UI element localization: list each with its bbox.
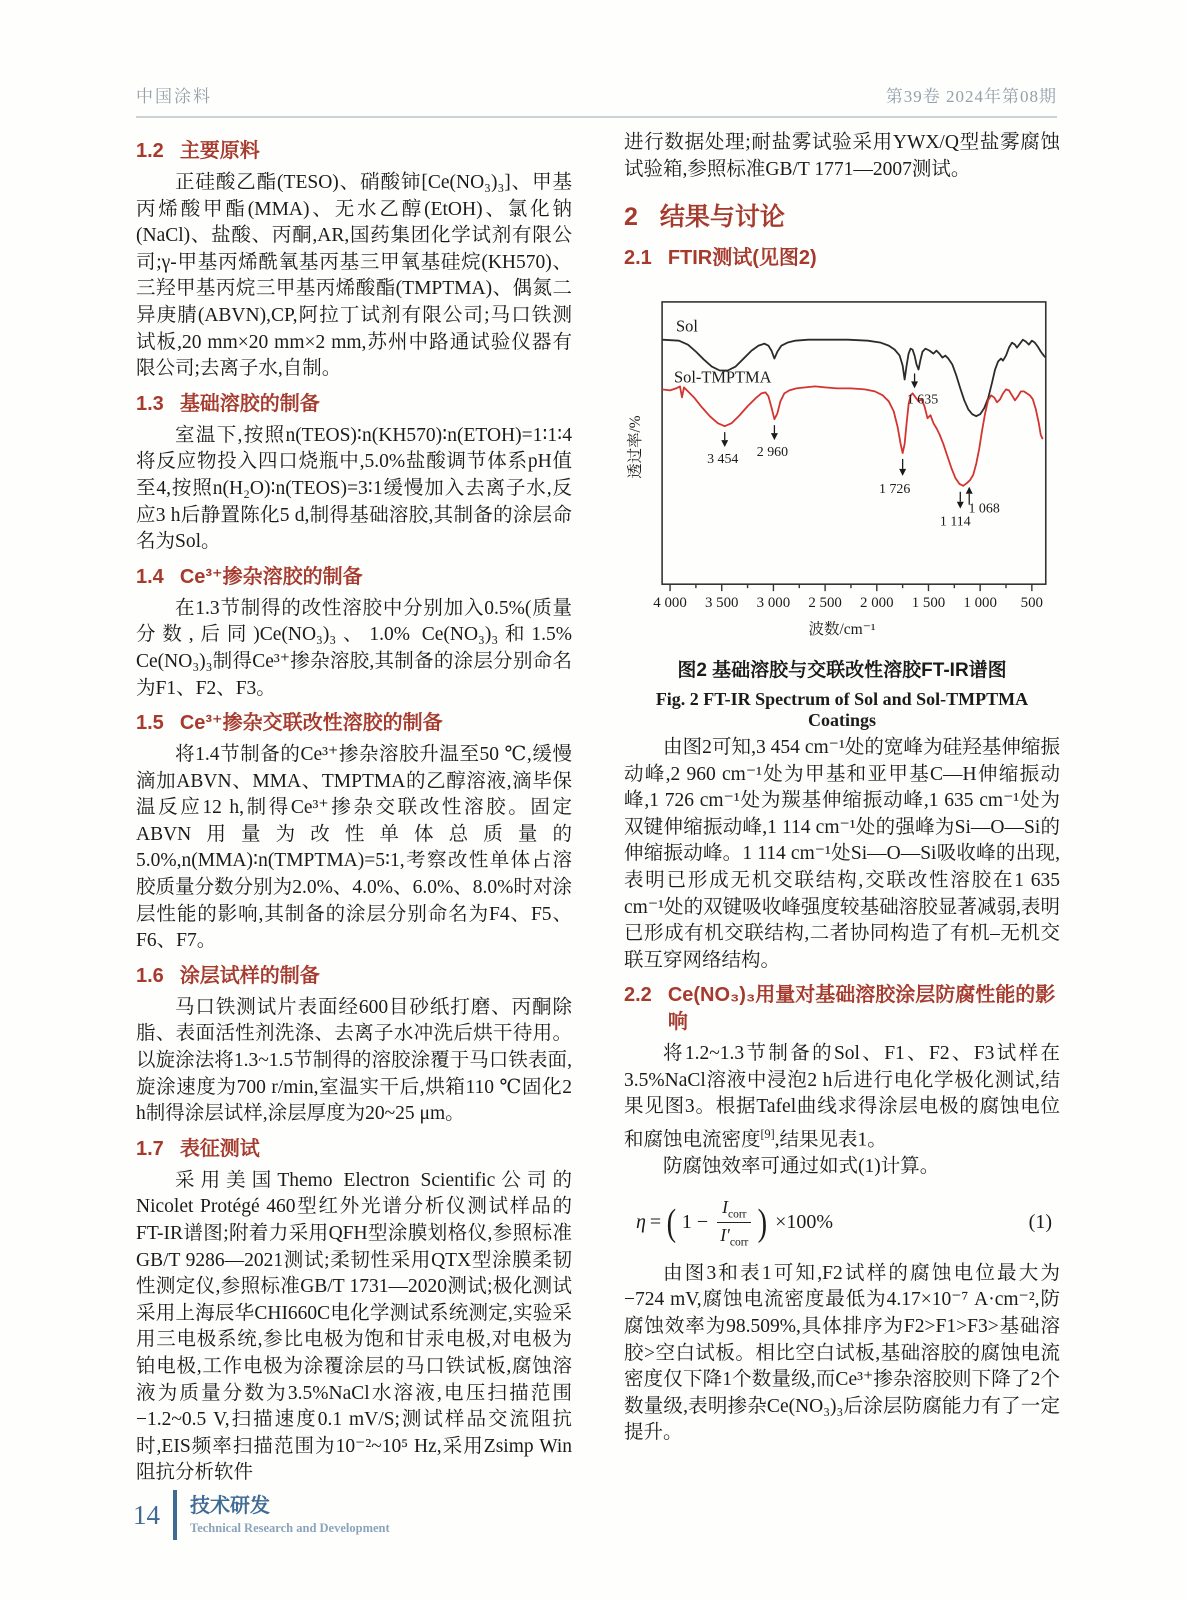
section-number: 1.3 xyxy=(136,392,164,415)
section-heading-1-7 xyxy=(136,1136,572,1163)
x-tick-label: 3 500 xyxy=(704,594,739,611)
section-title: Ce(NO₃)₃用量对基础溶胶涂层防腐性能的影响 xyxy=(667,984,1056,1034)
x-tick-label: 1 000 xyxy=(963,594,997,611)
section-number: 1.6 xyxy=(136,964,164,987)
section-heading-2 xyxy=(624,201,1060,235)
formula-eta: η xyxy=(636,1211,646,1234)
journal-name: 中国涂料 xyxy=(136,87,212,106)
series-label-sol: Sol xyxy=(676,316,698,336)
section-title: 主要原料 xyxy=(179,140,260,162)
sol-tmptma-curve xyxy=(662,386,1043,485)
formula-times: ×100% xyxy=(775,1211,834,1234)
x-axis-label: 波数/cm⁻¹ xyxy=(808,620,876,638)
section-heading-2-2 xyxy=(624,982,1060,1036)
section-number: 1.4 xyxy=(136,565,164,588)
section-heading-1-4 xyxy=(136,564,572,591)
citation-ref: [9] xyxy=(760,1127,775,1142)
formula-equals: = xyxy=(649,1211,662,1234)
paragraph: 由图3和表1可知,F2试样的腐蚀电位最大为−724 mV,腐蚀电流密度最低为4.17×10⁻⁷ A·cm⁻²,防腐蚀效率为98.509%,具体排序为F2>F1>F3>基础溶胶>空白试板。相比空白试板,基础溶胶的腐蚀电流密度仅下降1个数量级,而Ce³⁺掺杂溶胶则下降了2个数量级,表明掺杂Ce(NO₃)₃后涂层防腐能力有了一定提升。 xyxy=(624,1262,1060,1444)
formula-close-paren: ) xyxy=(758,1201,768,1244)
section-title: 结果与讨论 xyxy=(659,203,785,232)
x-axis-ticks xyxy=(670,584,1032,591)
left-column xyxy=(136,130,572,1487)
section-heading-1-5 xyxy=(136,710,572,737)
right-column xyxy=(624,130,1060,1487)
section-number: 2 xyxy=(624,203,638,232)
paragraph: 采用美国Themo Electron Scientific公司的Nicolet Protégé 460型红外光谱分析仪测试样品的FT-IR谱图;附着力采用QFH型涂膜划格仪,参照标准GB/T 9286—2021测试;柔韧性采用QTX型涂膜柔韧性测定仪,参照标准GB/T 1731—2020测试;极化测试采用上海辰华CHI660C电化学测试系统测定,实验采用三电极系统,参比电极为饱和甘汞电极,对电极为铂电极,工作电极为涂覆涂层的马口铁试板,腐蚀溶液为质量分数为3.5%NaCl水溶液,电压扫描范围−1.2~0.5 V,扫描速度0.1 mV/S;测试样品交流阻抗时,EIS频率扫描范围为10⁻²~10⁵ Hz,采用Zsimp Win阻抗分析软件 xyxy=(136,1169,572,1484)
section-number: 1.5 xyxy=(136,712,164,735)
page-number: 14 xyxy=(133,1499,160,1530)
x-tick-label: 1 500 xyxy=(911,594,946,611)
issue-info: 第39卷 2024年第08期 xyxy=(885,87,1057,106)
section-heading-1-3 xyxy=(136,391,572,418)
x-tick-label: 4 000 xyxy=(653,594,687,611)
annotation-1635: 1 635 xyxy=(906,392,939,408)
footer-divider xyxy=(173,1490,177,1540)
paragraph-continuation: 进行数据处理;耐盐雾试验采用YWX/Q型盐雾腐蚀试验箱,参照标准GB/T 1771—2007测试。 xyxy=(624,132,1060,180)
annotation-3454: 3 454 xyxy=(707,451,739,467)
series-label-sol-tmptma: Sol-TMPTMA xyxy=(674,367,772,387)
section-title: 涂层试样的制备 xyxy=(179,964,320,987)
section-title: Ce³⁺掺杂溶胶的制备 xyxy=(179,565,363,588)
annotation-1726: 1 726 xyxy=(879,481,911,497)
section-heading-1-2 xyxy=(136,138,572,165)
x-tick-label: 500 xyxy=(1020,594,1044,611)
equation-number: (1) xyxy=(1028,1211,1052,1234)
annotation-2960: 2 960 xyxy=(756,444,789,460)
section-title: 表征测试 xyxy=(179,1137,260,1160)
footer-section-cn: 技术研发 xyxy=(190,1494,270,1517)
section-title: Ce³⁺掺杂交联改性溶胶的制备 xyxy=(179,712,443,735)
x-tick-label: 2 500 xyxy=(808,594,842,611)
ftir-chart xyxy=(624,288,1062,616)
paragraph: 将1.4节制备的Ce³⁺掺杂溶胶升温至50 ℃,缓慢滴加ABVN、MMA、TMPTMA的乙醇溶液,滴毕保温反应12 h,制得Ce³⁺掺杂交联改性溶胶。固定ABVN用量为改性单体总质量的5.0%,n(MMA)∶n(TMPTMA)=5∶1,考察改性单体占溶胶质量分数分别为2.0%、4.0%、6.0%、8.0%时对涂层性能的影响,其制备的涂层分别命名为F4、F5、F6、F7。 xyxy=(136,744,572,952)
plot-frame xyxy=(662,302,1046,584)
x-tick-label: 2 000 xyxy=(860,594,894,611)
paragraph: 由图2可知,3 454 cm⁻¹处的宽峰为硅羟基伸缩振动峰,2 960 cm⁻¹处为甲基和亚甲基C—H伸缩振动峰,1 726 cm⁻¹处为羰基伸缩振动峰,1 635 cm⁻¹处为双键伸缩振动峰,1 114 cm⁻¹处的强峰为Si—O—Si的伸缩振动峰。1 114 cm⁻¹处Si—O—Si吸收峰的出现,表明已形成无机交联结构,交联改性溶胶在1 635 cm⁻¹处的双键吸收峰强度较基础溶胶显著减弱,表明已形成有机交联结构,二者协同构造了有机–无机交联互穿网络结构。 xyxy=(624,736,1060,971)
formula-open-paren: ( xyxy=(666,1201,677,1244)
y-axis-label: 透过率/% xyxy=(627,415,645,479)
paragraph: 马口铁测试片表面经600目砂纸打磨、丙酮除脂、表面活性剂洗涤、去离子水冲洗后烘干待用。以旋涂法将1.3~1.5节制得的溶胶涂覆于马口铁表面,旋涂速度为700 r/min,室温实干后,烘箱110 ℃固化2 h制得涂层试样,涂层厚度为20~25 μm。 xyxy=(136,996,572,1125)
fraction-denominator: $I'_{corr}$ xyxy=(720,1225,749,1249)
section-heading-2-1 xyxy=(624,245,1060,272)
annotation-1068: 1 068 xyxy=(968,501,1000,517)
fraction-numerator: $I_{corr}$ xyxy=(717,1197,751,1224)
page-header xyxy=(136,82,1057,118)
figure-2 xyxy=(624,288,1060,731)
formula-one-minus: 1 − xyxy=(681,1211,709,1234)
two-column-body xyxy=(136,130,1060,1487)
equation-1 xyxy=(636,1197,1056,1249)
footer-section-en: Technical Research and Development xyxy=(190,1520,390,1535)
formula-fraction xyxy=(717,1197,751,1249)
figure-caption-en: Fig. 2 FT-IR Spectrum of Sol and Sol-TMPTMA Coatings xyxy=(655,688,1029,730)
paragraph xyxy=(624,1041,1060,1154)
paragraph: 防腐蚀效率可通过如式(1)计算。 xyxy=(663,1156,940,1178)
paragraph-text: ,结果见表1。 xyxy=(774,1129,887,1151)
figure-caption-cn: 图2 基础溶胶与交联改性溶胶FT-IR谱图 xyxy=(677,659,1007,681)
footer-section xyxy=(190,1495,390,1536)
section-number: 1.2 xyxy=(136,140,164,162)
paragraph: 在1.3节制得的改性溶胶中分别加入0.5%(质量分数,后同)Ce(NO₃)₃、1.0% Ce(NO₃)₃和1.5% Ce(NO₃)₃制得Ce³⁺掺杂溶胶,其制备的涂层分别命名为F1、F2、F3。 xyxy=(136,597,572,699)
paragraph-text: 将1.2~1.3节制备的Sol、F1、F2、F3试样在3.5%NaCl溶液中浸泡2 h后进行电化学极化测试,结果见图3。根据Tafel曲线求得涂层电极的腐蚀电位和腐蚀电流密度 xyxy=(624,1043,1060,1151)
section-number: 1.7 xyxy=(136,1137,164,1160)
section-heading-1-6 xyxy=(136,963,572,990)
x-tick-label: 3 000 xyxy=(756,594,791,611)
section-title: FTIR测试(见图2) xyxy=(667,246,817,269)
annotation-1114: 1 114 xyxy=(939,514,971,530)
paragraph: 正硅酸乙酯(TESO)、硝酸铈[Ce(NO₃)₃]、甲基丙烯酸甲酯(MMA)、无水乙醇(EtOH)、氯化钠(NaCl)、盐酸、丙酮,AR,国药集团化学试剂有限公司;γ-甲基丙烯酰氧基丙基三甲氧基硅烷(KH570)、三羟甲基丙烷三甲基丙烯酸酯(TMPTMA)、偶氮二异庚腈(ABVN),CP,阿拉丁试剂有限公司;马口铁测试板,20 mm×20 mm×2 mm,苏州中路通试验仪器有限公司;去离子水,自制。 xyxy=(136,172,572,380)
section-number: 2.1 xyxy=(624,246,652,269)
paragraph: 室温下,按照n(TEOS)∶n(KH570)∶n(ETOH)=1∶1∶4将反应物投入四口烧瓶中,5.0%盐酸调节体系pH值至4,按照n(H₂O)∶n(TEOS)=3∶1缓慢加入去离子水,反应3 h后静置陈化5 d,制得基础溶胶,其制备的涂层命名为Sol。 xyxy=(136,424,572,553)
section-number: 2.2 xyxy=(624,984,652,1007)
section-title: 基础溶胶的制备 xyxy=(179,392,320,415)
page-footer xyxy=(133,1490,390,1540)
